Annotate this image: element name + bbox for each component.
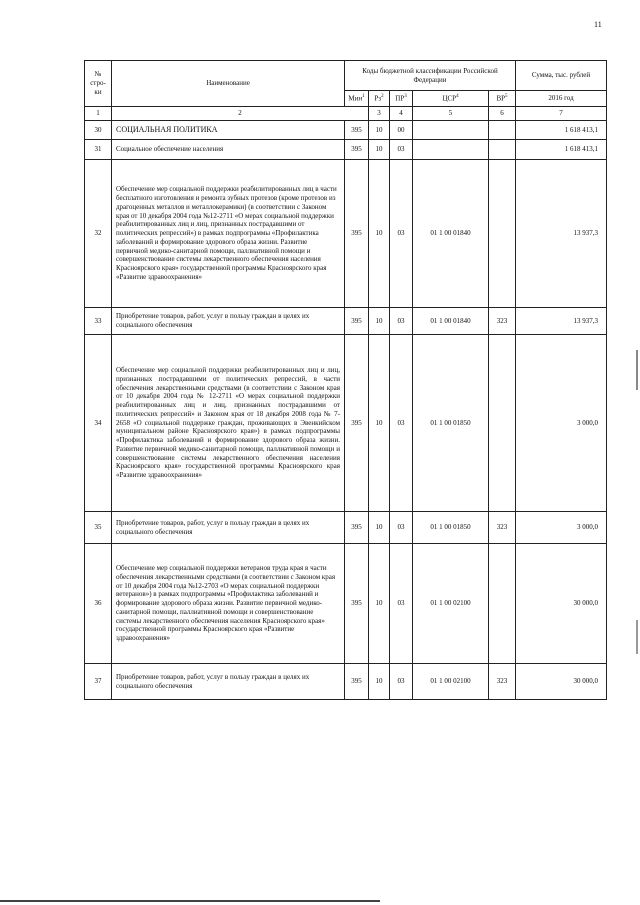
row-vr (489, 160, 516, 308)
row-num: 34 (85, 335, 112, 512)
header-codes: Коды бюджетной классификации Российской Федерации (345, 61, 516, 91)
row-name: Обеспечение мер социальной поддержки реабилитированных лиц и лиц, признанных пострадавшими от политических репрессий, в части обеспечения лекарственными средствами (в соответствии с Законом края от 10 декабря 2004 года № 12-2711 «О мерах социальной поддержки реабилитированных лиц и лиц, признанных пострадавшими от политических репрессий» и Законом края от 18 декабря 2008 года № 7-2658 «О социальной поддержке граждан, проживающих в Эвенкийском муниципальном районе Красноярского края») в рамках подпрограммы «Профилактика заболеваний и формирование здорового образа жизни. Развитие первичной медико-санитарной помощи, паллиативной помощи и совершенствование системы лекарственного обеспечения населения Красноярского края» государственной программы Красноярского края «Развитие здравоохранения» (112, 335, 345, 512)
row-pr: 03 (390, 140, 413, 160)
row-rz: 10 (369, 140, 390, 160)
row-num: 31 (85, 140, 112, 160)
row-name: Обеспечение мер социальной поддержки реабилитированных лиц в части бесплатного изготовления и ремонта зубных протезов (кроме протезов из драгоценных металлов и металлокерамики) (в соответствии с Законом края от 10 декабря 2004 года №12-2711 «О мерах социальной поддержки реабилитированных лиц и лиц, признанных пострадавшими от политических репрессий») в рамках подпрограммы «Профилактика заболеваний и формирование здорового образа жизни. Развитие первичной медико-санитарной помощи, паллиативной помощи и совершенствование системы лекарственного обеспечения населения Красноярского края» государственной программы Красноярского края «Развитие здравоохранения» (112, 160, 345, 308)
row-rz: 10 (369, 335, 390, 512)
header-row (85, 61, 607, 91)
row-rz: 10 (369, 160, 390, 308)
row-sum: 1 618 413,1 (516, 121, 607, 140)
row-min: 395 (345, 335, 369, 512)
row-csr: 01 1 00 01840 (413, 308, 489, 335)
column-number-row (85, 107, 607, 121)
header-num: № стро-ки (85, 61, 112, 107)
scan-artifact (636, 350, 638, 390)
row-pr: 03 (390, 544, 413, 664)
row-csr (413, 121, 489, 140)
header-sum: Сумма, тыс. рублей (516, 61, 607, 91)
header-csr: ЦСР$^4$ (413, 91, 489, 107)
row-pr: 03 (390, 512, 413, 544)
colnum: 1 (85, 107, 112, 121)
row-vr: 323 (489, 308, 516, 335)
row-csr: 01 1 00 01850 (413, 512, 489, 544)
row-num: 30 (85, 121, 112, 140)
colnum: 6 (489, 107, 516, 121)
row-sum: 30 000,0 (516, 544, 607, 664)
row-sum: 1 618 413,1 (516, 140, 607, 160)
row-csr: 01 1 00 02100 (413, 664, 489, 700)
row-pr: 03 (390, 664, 413, 700)
table-row (85, 121, 607, 140)
row-vr (489, 335, 516, 512)
row-pr: 00 (390, 121, 413, 140)
scan-bottom-edge (0, 900, 380, 902)
header-year: 2016 год (516, 91, 607, 107)
row-csr: 01 1 00 01840 (413, 160, 489, 308)
row-sum: 30 000,0 (516, 664, 607, 700)
row-name: СОЦИАЛЬНАЯ ПОЛИТИКА (112, 121, 345, 140)
row-name: Приобретение товаров, работ, услуг в пользу граждан в целях их социального обеспечения (112, 512, 345, 544)
row-csr: 01 1 00 02100 (413, 544, 489, 664)
header-rz: $Рз^2$ (369, 91, 390, 107)
table-row (85, 664, 607, 700)
colnum: 3 (369, 107, 390, 121)
table-row (85, 335, 607, 512)
colnum: 5 (413, 107, 489, 121)
row-vr (489, 121, 516, 140)
scan-artifact (636, 620, 638, 654)
colnum: 2 (112, 107, 369, 121)
row-min: 395 (345, 160, 369, 308)
row-rz: 10 (369, 664, 390, 700)
row-vr: 323 (489, 512, 516, 544)
table-row (85, 308, 607, 335)
colnum: 4 (390, 107, 413, 121)
row-name: Социальное обеспечение населения (112, 140, 345, 160)
row-pr: 03 (390, 308, 413, 335)
header-pr: $ПР^3$ (390, 91, 413, 107)
row-pr: 03 (390, 335, 413, 512)
row-name: Приобретение товаров, работ, услуг в пользу граждан в целях их социального обеспечения (112, 664, 345, 700)
row-sum: 13 937,3 (516, 160, 607, 308)
row-min: 395 (345, 544, 369, 664)
row-num: 32 (85, 160, 112, 308)
row-min: 395 (345, 512, 369, 544)
row-name: Обеспечение мер социальной поддержки ветеранов труда края в части обеспечения лекарственными средствами (в соответствии с Законом края от 10 декабря 2004 года №12-2703 «О мерах социальной поддержки ветеранов») в рамках подпрограммы «Профилактика заболеваний и формирование здорового образа жизни. Развитие первичной медико-санитарной помощи, паллиативной помощи и совершенствование системы лекарственного обеспечения населения Красноярского края» государственной программы Красноярского края «Развитие здравоохранения» (112, 544, 345, 664)
row-num: 37 (85, 664, 112, 700)
table-row (85, 544, 607, 664)
row-num: 35 (85, 512, 112, 544)
header-min: Мин$^1$ (345, 91, 369, 107)
header-name: Наименование (112, 61, 345, 107)
row-num: 36 (85, 544, 112, 664)
row-sum: 3 000,0 (516, 335, 607, 512)
page-number: 11 (594, 20, 602, 29)
row-rz: 10 (369, 544, 390, 664)
row-csr: 01 1 00 01850 (413, 335, 489, 512)
header-vr: $ВР^5$ (489, 91, 516, 107)
row-vr: 323 (489, 664, 516, 700)
budget-table (84, 60, 607, 700)
row-min: 395 (345, 140, 369, 160)
row-num: 33 (85, 308, 112, 335)
row-rz: 10 (369, 121, 390, 140)
row-rz: 10 (369, 308, 390, 335)
row-vr (489, 544, 516, 664)
row-csr (413, 140, 489, 160)
table-row (85, 140, 607, 160)
row-sum: 13 937,3 (516, 308, 607, 335)
colnum: 7 (516, 107, 607, 121)
row-pr: 03 (390, 160, 413, 308)
table-row (85, 512, 607, 544)
row-min: 395 (345, 308, 369, 335)
row-min: 395 (345, 121, 369, 140)
row-vr (489, 140, 516, 160)
row-min: 395 (345, 664, 369, 700)
row-sum: 3 000,0 (516, 512, 607, 544)
table-row (85, 160, 607, 308)
row-rz: 10 (369, 512, 390, 544)
row-name: Приобретение товаров, работ, услуг в пользу граждан в целях их социального обеспечения (112, 308, 345, 335)
